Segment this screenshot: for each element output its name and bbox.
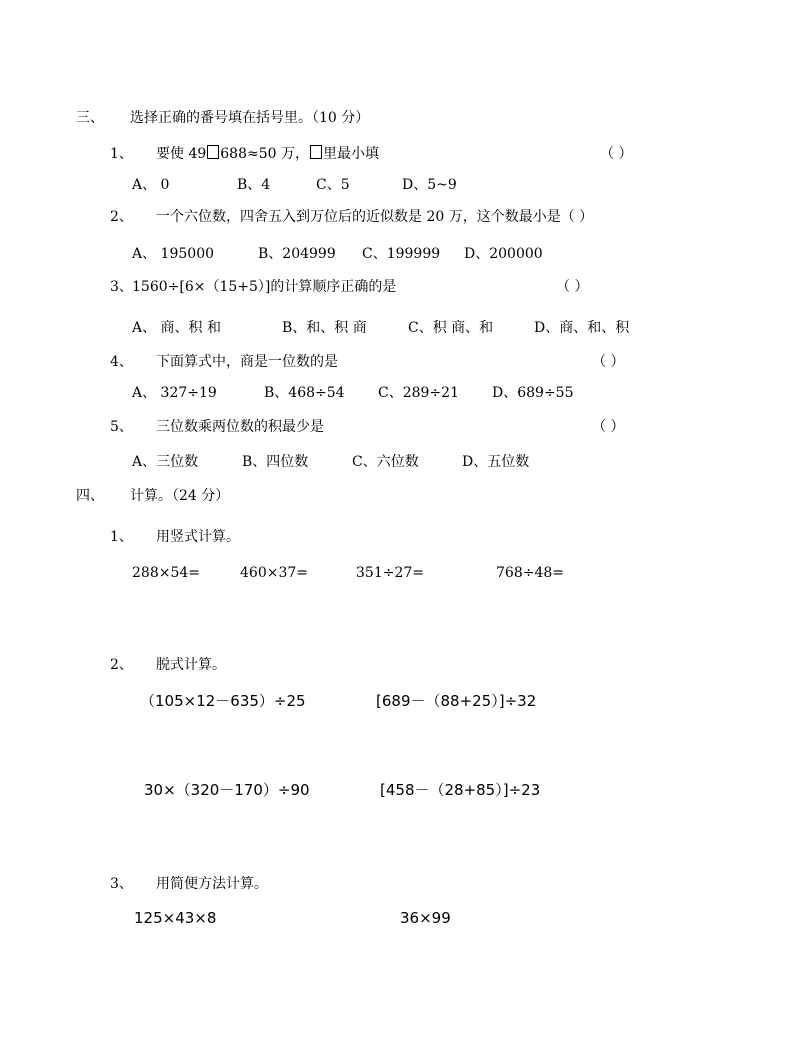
q5-option-c: C、六位数 bbox=[352, 454, 419, 470]
part2-item-3: 30×（320－170）÷90 bbox=[144, 781, 310, 799]
q4-option-c: C、289÷21 bbox=[378, 385, 459, 401]
part1-item-2: 460×37= bbox=[240, 565, 308, 581]
part3-number: 3、 bbox=[110, 876, 133, 892]
q1-text-post2: 里最小填 bbox=[322, 146, 379, 162]
q4-number: 4、 bbox=[110, 354, 133, 370]
part1-number: 1、 bbox=[110, 529, 133, 545]
part3-title: 用简便方法计算。 bbox=[156, 876, 268, 892]
blank-box-icon bbox=[207, 145, 219, 159]
section-3-number: 三、 bbox=[76, 110, 104, 126]
q1-text-pre: 要使 49 bbox=[156, 146, 207, 162]
part2-item-4: [458－（28+85）]÷23 bbox=[380, 781, 541, 799]
q4-option-d: D、689÷55 bbox=[492, 385, 574, 401]
q1-option-d: D、5~9 bbox=[402, 177, 457, 193]
part1-item-1: 288×54= bbox=[132, 565, 200, 581]
part1-item-3: 351÷27= bbox=[356, 565, 424, 581]
section-3-title: 选择正确的番号填在括号里。（10 分） bbox=[130, 110, 370, 126]
q2-text: 一个六位数，四舍五入到万位后的近似数是 20 万，这个数最小是（ ） bbox=[156, 209, 594, 225]
q2-option-c: C、199999 bbox=[362, 246, 441, 262]
q5-text: 三位数乘两位数的积最少是 bbox=[156, 419, 324, 435]
part1-item-4: 768÷48= bbox=[496, 565, 564, 581]
q4-text: 下面算式中，商是一位数的是 bbox=[156, 354, 338, 370]
q3-text: 1560÷[6×（15+5）]的计算顺序正确的是 bbox=[132, 279, 397, 295]
q2-option-d: D、200000 bbox=[464, 246, 543, 262]
part3-item-1: 125×43×8 bbox=[134, 909, 217, 927]
q3-option-c: C、积 商、和 bbox=[408, 320, 494, 336]
q4-option-b: B、468÷54 bbox=[264, 385, 345, 401]
q1-text bbox=[156, 145, 379, 163]
q3-answer-bracket[interactable]: （ ） bbox=[556, 279, 589, 295]
q3-option-a: A、 商、积 和 bbox=[132, 320, 222, 336]
q4-option-a: A、 327÷19 bbox=[132, 385, 217, 401]
q4-answer-bracket[interactable]: （ ） bbox=[592, 354, 625, 370]
part2-item-2: [689－（88+25）]÷32 bbox=[376, 692, 537, 710]
q1-answer-bracket[interactable]: （ ） bbox=[600, 146, 633, 162]
part2-title: 脱式计算。 bbox=[156, 657, 226, 673]
q5-number: 5、 bbox=[110, 419, 133, 435]
q2-option-b: B、204999 bbox=[258, 246, 336, 262]
q5-answer-bracket[interactable]: （ ） bbox=[592, 419, 625, 435]
q1-number: 1、 bbox=[110, 146, 133, 162]
q2-option-a: A、 195000 bbox=[132, 246, 215, 262]
section-4-title: 计算。（24 分） bbox=[130, 488, 230, 504]
q5-option-a: A、三位数 bbox=[132, 454, 199, 470]
q5-option-b: B、四位数 bbox=[242, 454, 309, 470]
q1-option-b: B、4 bbox=[237, 177, 271, 193]
q3-number: 3、 bbox=[110, 279, 133, 295]
blank-box-icon bbox=[310, 145, 322, 159]
q1-option-a: A、 0 bbox=[132, 177, 170, 193]
part3-item-2: 36×99 bbox=[400, 909, 451, 927]
q2-number: 2、 bbox=[110, 209, 133, 225]
q1-option-c: C、5 bbox=[316, 177, 350, 193]
q3-option-d: D、商、和、积 bbox=[534, 320, 630, 336]
part2-number: 2、 bbox=[110, 657, 133, 673]
part2-item-1: （105×12－635）÷25 bbox=[140, 692, 306, 710]
part1-title: 用竖式计算。 bbox=[156, 529, 240, 545]
q1-text-post: 688≈50 万， bbox=[220, 146, 309, 162]
section-4-number: 四、 bbox=[76, 488, 104, 504]
q3-option-b: B、和、积 商 bbox=[282, 320, 367, 336]
q5-option-d: D、五位数 bbox=[462, 454, 530, 470]
